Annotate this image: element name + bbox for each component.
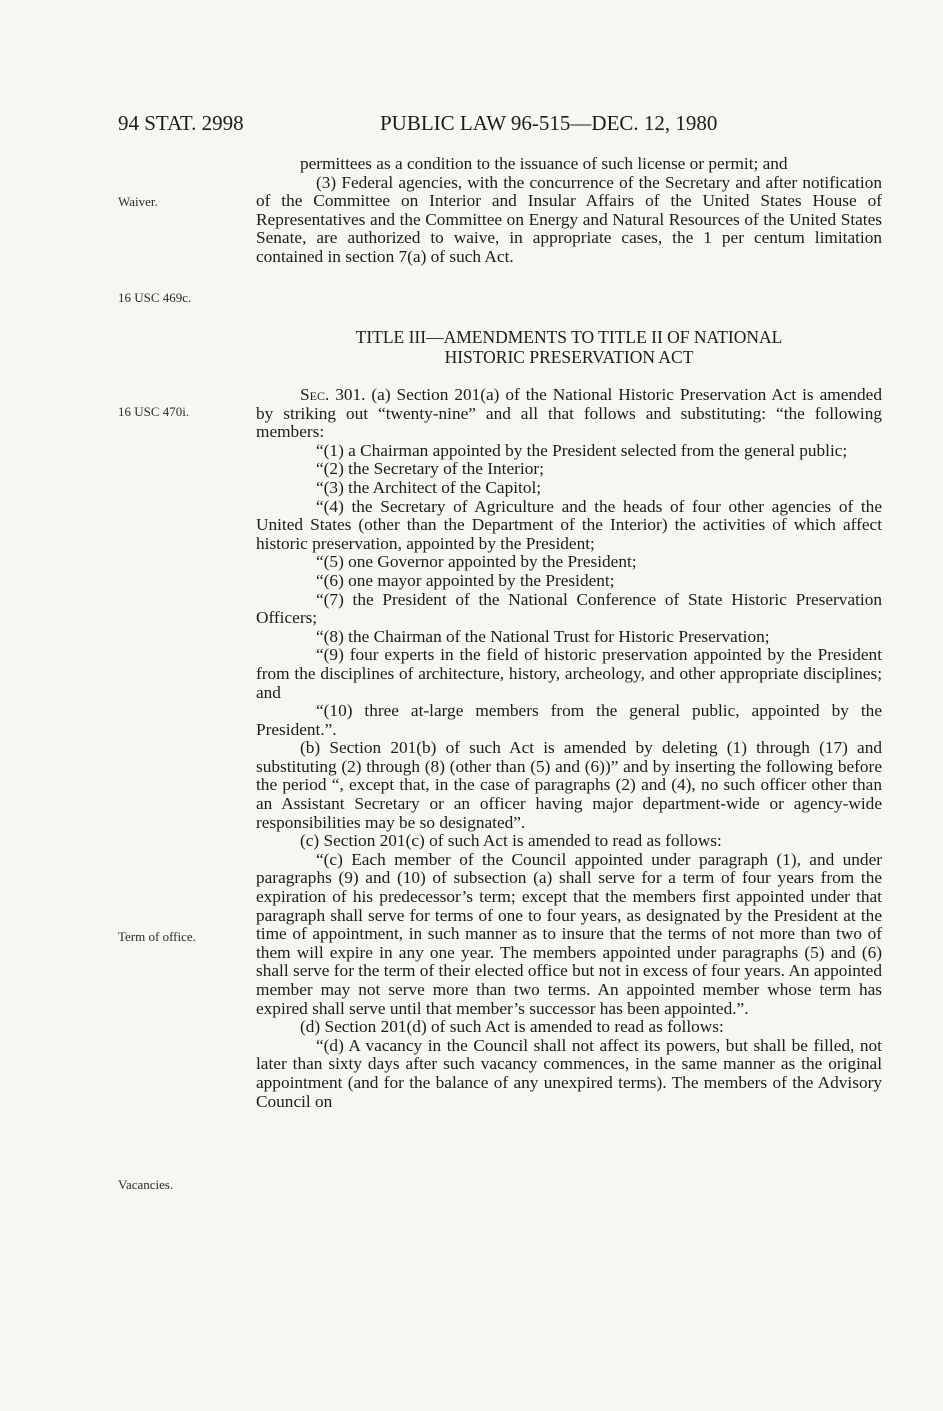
stat-page-number: 94 STAT. 2998 bbox=[118, 111, 244, 135]
member-item-6: “(6) one mayor appointed by the President; bbox=[316, 570, 615, 590]
text-block-section-301 bbox=[256, 386, 882, 1111]
page-header bbox=[118, 108, 878, 138]
paragraph-3-federal-agencies: (3) Federal agencies, with the concurrence of the Secretary and after notification of the Committee on Interior and Insular Affairs of the United States House of Representatives and the Committee on Energy and Natural Resources of the United States Senate, are authorized to waive, in appropriate cases, the 1 per centum limitation contained in section 7(a) of such Act. bbox=[256, 172, 882, 266]
section-301-b: (b) Section 201(b) of such Act is amended by deleting (1) through (17) and substituting (2) through (8) (other than (5) and (6))” and by inserting the following before the period “, except that, in the case of paragraphs (2) and (4), no such officer other than an Assistant Secretary or an officer having major department-wide or agency-wide responsibilities may be so designated”. bbox=[256, 738, 882, 832]
margin-note-16-usc-470i: 16 USC 470i. bbox=[118, 404, 190, 419]
member-item-5: “(5) one Governor appointed by the President; bbox=[316, 552, 637, 572]
member-item-4: “(4) the Secretary of Agriculture and the heads of four other agencies of the United States (other than the Department of the Interior) the activities of which affect historic preservation, appointed by the President; bbox=[256, 496, 882, 553]
margin-note-vacancies: Vacancies. bbox=[118, 1177, 174, 1192]
title-iii-heading bbox=[256, 327, 882, 367]
section-301-a-text: 301. (a) Section 201(a) of the National Historic Preservation Act is amended by striking out “twenty-nine” and all that follows and substituting: “the following members: bbox=[256, 385, 882, 442]
margin-note-16-usc-469c: 16 USC 469c. bbox=[118, 290, 192, 305]
paragraph-permittees: permittees as a condition to the issuance of such license or permit; and bbox=[300, 154, 788, 173]
public-law-citation: PUBLIC LAW 96-515—DEC. 12, 1980 bbox=[380, 111, 718, 135]
section-301-c: (c) Section 201(c) of such Act is amended to read as follows: bbox=[300, 831, 722, 851]
section-label: Sec. bbox=[300, 385, 330, 404]
member-item-1: “(1) a Chairman appointed by the President selected from the general public; bbox=[316, 440, 848, 460]
section-301-d: (d) Section 201(d) of such Act is amended to read as follows: bbox=[300, 1017, 724, 1037]
member-item-7: “(7) the President of the National Conference of State Historic Preservation Officers; bbox=[256, 589, 882, 628]
member-item-3: “(3) the Architect of the Capitol; bbox=[316, 477, 542, 497]
margin-note-term-of-office: Term of office. bbox=[118, 929, 196, 944]
title-heading-line-2: HISTORIC PRESERVATION ACT bbox=[444, 347, 694, 367]
section-201-c-text: “(c) Each member of the Council appointed under paragraph (1), and under paragraphs (9) and (10) of subsection (a) shall serve for a term of four years from the expiration of his predecessor’s term; except that the members first appointed under that paragraph shall serve for terms of one to four years, as designated by the President at the time of appointment, in such manner as to insure that the terms of not more than two of them will expire in any one year. The members appointed under paragraphs (5) and (6) shall serve for the term of their elected office but not in excess of four years. An appointed member may not serve more than two terms. An appointed member whose term has expired shall serve until that member’s successor has been appointed.”. bbox=[256, 849, 882, 1018]
margin-note-waiver: Waiver. bbox=[118, 194, 158, 209]
member-item-2: “(2) the Secretary of the Interior; bbox=[316, 459, 544, 479]
text-block-intro bbox=[256, 155, 882, 267]
section-301-a bbox=[256, 386, 882, 442]
member-item-8: “(8) the Chairman of the National Trust for Historic Preservation; bbox=[316, 626, 770, 646]
member-item-10: “(10) three at-large members from the general public, appointed by the President.”. bbox=[256, 701, 882, 739]
section-201-d-text: “(d) A vacancy in the Council shall not affect its powers, but shall be filled, not later than sixty days after such vacancy commences, in the same manner as the original appointment (and for the balance of any unexpired terms). The members of the Advisory Council on bbox=[256, 1035, 882, 1111]
member-item-9: “(9) four experts in the field of historic preservation appointed by the President from the disciplines of architecture, history, archeology, and other appropriate disciplines; and bbox=[256, 645, 882, 702]
title-heading-line-1: TITLE III—AMENDMENTS TO TITLE II OF NATIONAL bbox=[355, 327, 783, 347]
